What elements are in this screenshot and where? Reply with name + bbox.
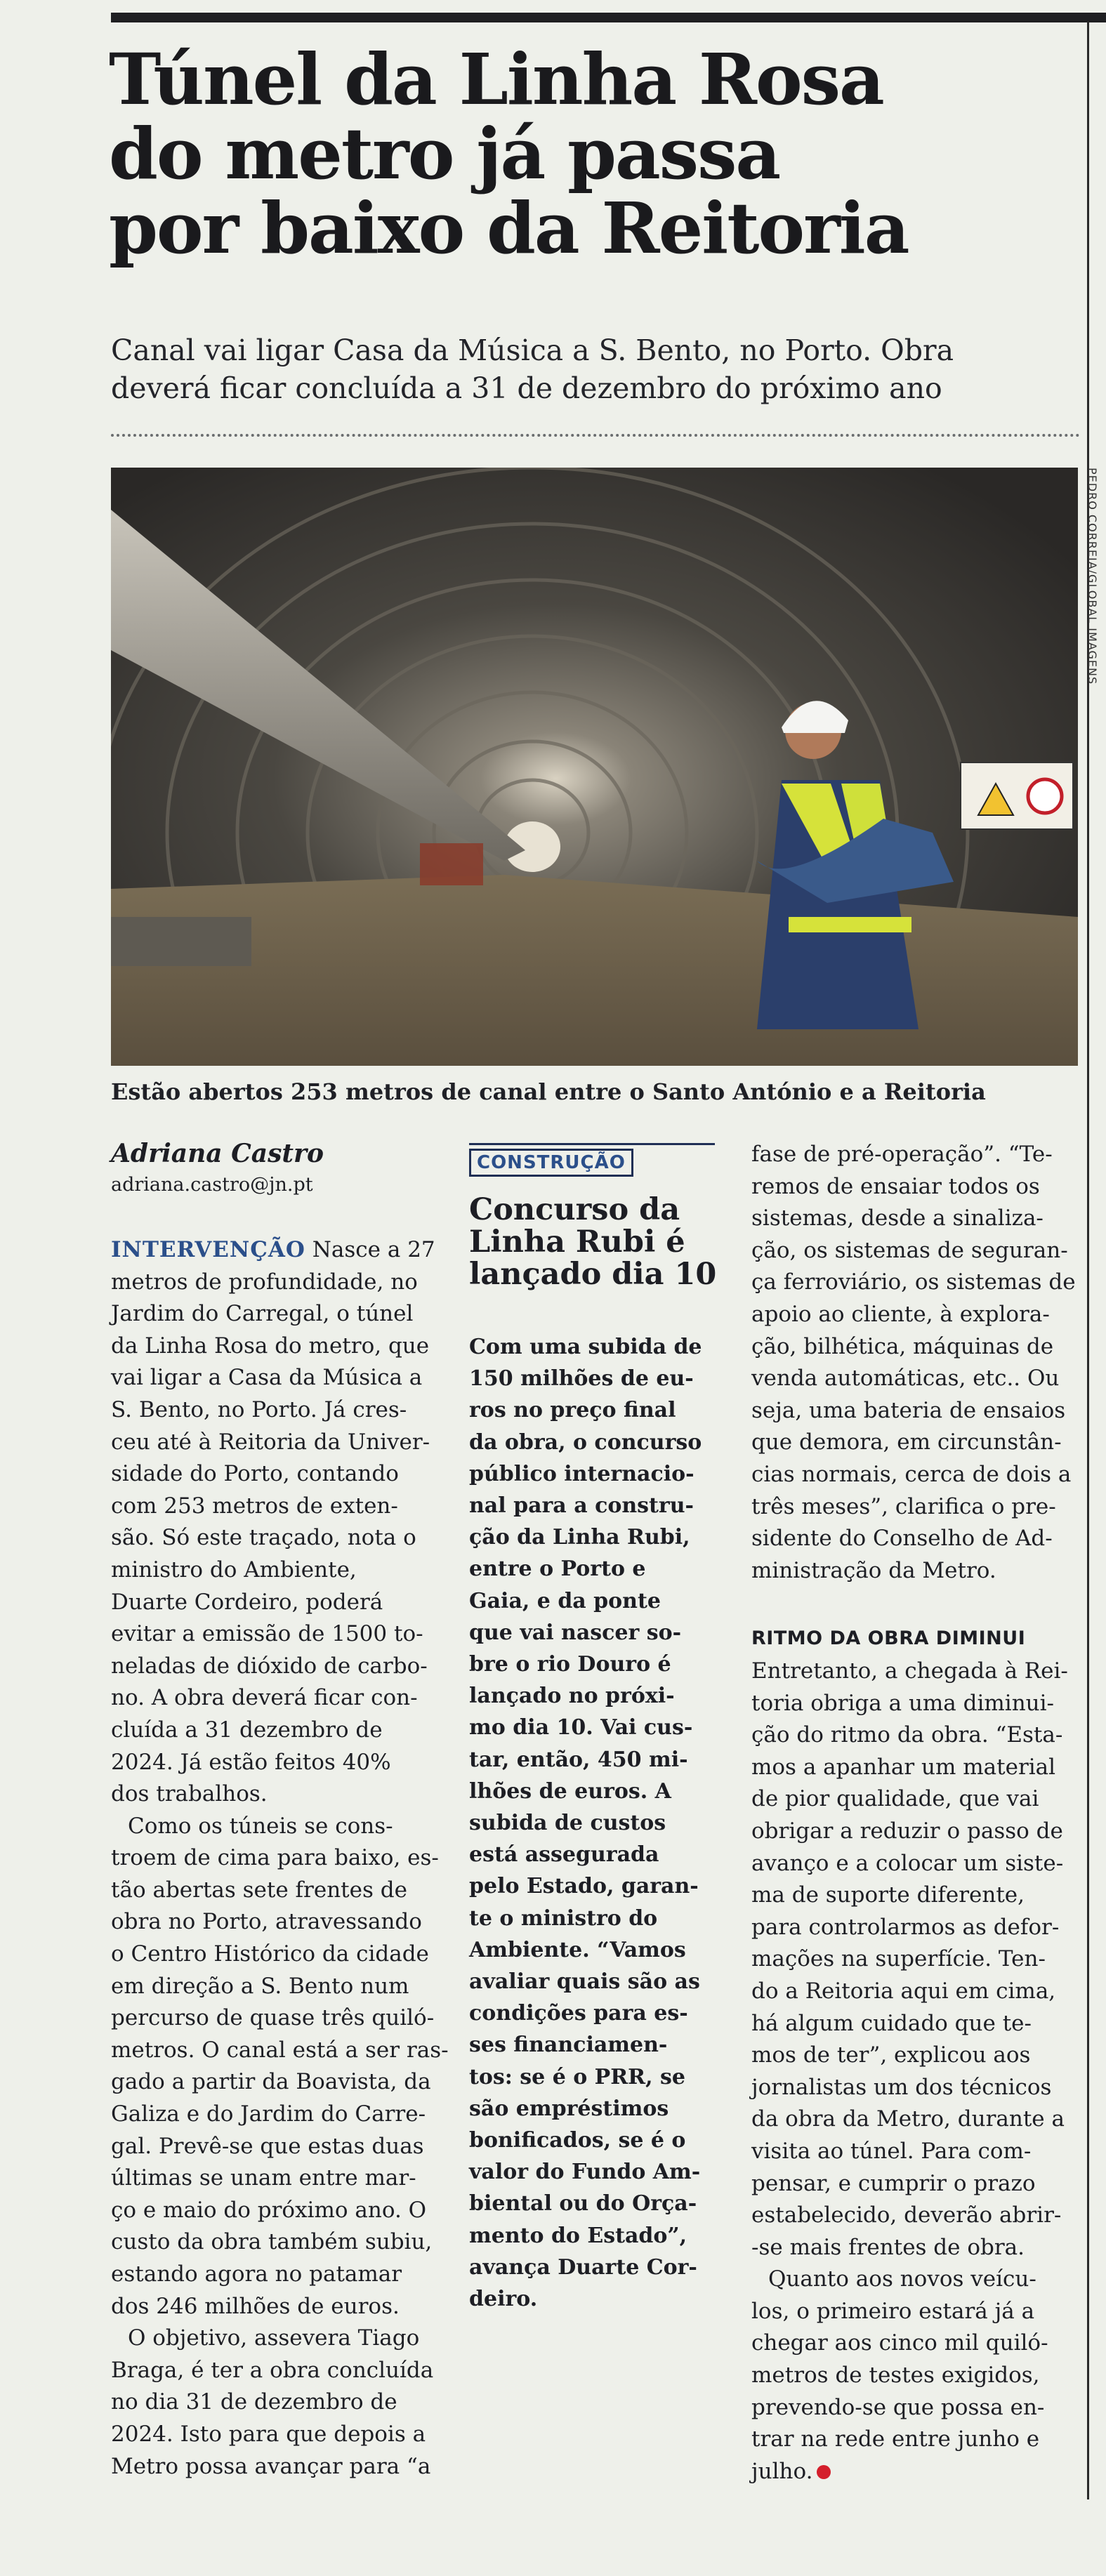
text-line: -se mais frentes de obra. — [751, 2234, 1025, 2260]
text-line: avança Duarte Cor- — [469, 2254, 697, 2280]
text-line: custo da obra também subiu, — [111, 2229, 433, 2255]
text-line — [111, 1234, 441, 1267]
text-line: Ambiente. “Vamos — [469, 1937, 686, 1962]
text-line: Gaia, e da ponte — [469, 1588, 661, 1613]
text-line: há algum cuidado que te- — [751, 2010, 1032, 2036]
text-line: mento do Estado”, — [469, 2223, 687, 2248]
text-line: ça ferroviário, os sistemas de — [751, 1269, 1076, 1295]
text-line: o Centro Histórico da cidade — [111, 1941, 429, 1967]
text-line: julho. — [751, 2456, 1081, 2488]
text-line: bre o rio Douro é — [469, 1652, 671, 1677]
text-line: ção, os sistemas de seguran- — [751, 1237, 1068, 1263]
text-line: mo dia 10. Vai cus- — [469, 1715, 693, 1741]
text-line: metros de profundidade, no — [111, 1269, 418, 1295]
tunnel-photo — [111, 468, 1078, 1066]
text-line: metros de testes exigidos, — [751, 2363, 1040, 2389]
text-line: cias normais, cerca de dois a — [751, 1461, 1072, 1487]
text-line: últimas se unam entre mar- — [111, 2165, 416, 2191]
text-line: três meses”, clarifica o pre- — [751, 1493, 1056, 1519]
text-line: valor do Fundo Am- — [469, 2160, 701, 2185]
text-line: da Linha Rosa do metro, que — [111, 1333, 430, 1359]
text-line: Jardim do Carregal, o túnel — [111, 1301, 414, 1327]
text-line: 150 milhões de eu- — [469, 1366, 694, 1392]
text-line: mações na superfície. Ten- — [751, 1946, 1046, 1972]
text-line: fase de pré-operação”. “Te- — [751, 1142, 1053, 1167]
text-line: Entretanto, a chegada à Rei- — [751, 1658, 1068, 1684]
text-line: Como os túneis se cons- — [128, 1813, 393, 1839]
text-line: Quanto aos novos veícu- — [768, 2266, 1036, 2292]
text-line: Metro possa avançar para “a — [111, 2453, 431, 2479]
text-line: bonificados, se é o — [469, 2128, 686, 2153]
text-line: lançado no próxi- — [469, 1684, 675, 1709]
text-line: ção do ritmo da obra. “Esta- — [751, 1722, 1063, 1748]
text-line: que demora, em circunstân- — [751, 1429, 1062, 1455]
text-line: dos 246 milhões de euros. — [111, 2293, 400, 2319]
text-line: tar, então, 450 mi- — [469, 1747, 688, 1772]
text-line: trar na rede entre junho e — [751, 2426, 1040, 2452]
text-line: ceu até à Reitoria da Univer- — [111, 1429, 430, 1455]
text-line: tão abertas sete frentes de — [111, 1877, 407, 1903]
kicker-label: INTERVENÇÃO — [111, 1237, 305, 1262]
text-line: vai ligar a Casa da Música a — [111, 1365, 423, 1391]
text-line: estando agora no patamar — [111, 2261, 402, 2287]
text-line: que vai nascer so- — [469, 1620, 682, 1645]
dotted-divider — [111, 434, 1080, 437]
text-line: ministro do Ambiente, — [111, 1557, 357, 1583]
text-line: 2024. Já estão feitos 40% — [111, 1749, 391, 1775]
text-line: remos de ensaiar todos os — [751, 1173, 1040, 1199]
text-line: ses financiamen- — [469, 2033, 668, 2058]
text-line: evitar a emissão de 1500 to- — [111, 1621, 423, 1647]
text-line: metros. O canal está a ser ras- — [111, 2037, 449, 2063]
column-1 — [111, 1234, 449, 2483]
text-line-rest: Nasce a 27 — [305, 1237, 435, 1262]
text-line: percurso de quase três quiló- — [111, 2005, 435, 2031]
author-name: Adriana Castro — [111, 1139, 324, 1168]
text-line: lhões de euros. A — [469, 1778, 671, 1804]
photo-caption: Estão abertos 253 metros de canal entre o Santo António e a Reitoria — [111, 1078, 986, 1105]
text-line: em direção a S. Bento num — [111, 1973, 409, 1999]
text-line: cluída a 31 dezembro de — [111, 1717, 383, 1743]
text-line: nal para a constru- — [469, 1493, 694, 1519]
text-line: Galiza e do Jardim do Carre- — [111, 2101, 426, 2127]
text-line: sidade do Porto, contando — [111, 1461, 399, 1487]
text-line: obra no Porto, atravessando — [111, 1909, 422, 1935]
text-line: Duarte Cordeiro, poderá — [111, 1589, 383, 1615]
text-line: ção, bilhética, máquinas de — [751, 1333, 1054, 1359]
author-email[interactable]: adriana.castro@jn.pt — [111, 1174, 313, 1196]
text-line: da obra, o concurso — [469, 1429, 702, 1455]
text-line: público internacio- — [469, 1461, 694, 1486]
text-line: chegar aos cinco mil quiló- — [751, 2330, 1048, 2356]
text-line: obrigar a reduzir o passo de — [751, 1818, 1063, 1844]
text-line: sistemas, desde a sinaliza- — [751, 1206, 1044, 1231]
text-line: sidente do Conselho de Ad- — [751, 1526, 1053, 1552]
text-line: no dia 31 de dezembro de — [111, 2389, 397, 2415]
photo-credit: PEDRO CORREIA/GLOBAL IMAGENS — [1086, 468, 1099, 685]
text-line: S. Bento, no Porto. Já cres- — [111, 1396, 407, 1422]
text-line: ros no preço final — [469, 1398, 676, 1423]
column-3-bottom — [751, 1656, 1081, 2488]
text-line: troem de cima para baixo, es- — [111, 1845, 439, 1871]
text-line: são empréstimos — [469, 2096, 669, 2121]
text-line: Braga, é ter a obra concluída — [111, 2357, 434, 2383]
text-line: te o ministro do — [469, 1905, 658, 1931]
text-line: jornalistas um dos técnicos — [751, 2074, 1052, 2100]
text-line: para controlarmos as defor- — [751, 1914, 1060, 1940]
text-line: estabelecido, deverão abrir- — [751, 2202, 1062, 2228]
text-line: gal. Prevê-se que estas duas — [111, 2133, 424, 2159]
text-line: gado a partir da Boavista, da — [111, 2069, 431, 2095]
text-line: ma de suporte diferente, — [751, 1882, 1025, 1908]
text-line: O objetivo, assevera Tiago — [128, 2325, 420, 2351]
box-title: Concurso da Linha Rubi é lançado dia 10 — [469, 1192, 717, 1292]
text-line: prevendo-se que possa en- — [751, 2394, 1045, 2420]
text-line: seja, uma bateria de ensaios — [751, 1397, 1066, 1423]
text-line: Com uma subida de — [469, 1335, 702, 1359]
text-line: apoio ao cliente, à explora- — [751, 1301, 1050, 1327]
text-line: está assegurada — [469, 1842, 659, 1868]
text-line: da obra da Metro, durante a — [751, 2106, 1065, 2132]
text-line: tos: se é o PRR, se — [469, 2064, 685, 2089]
text-line: são. Só este traçado, nota o — [111, 1525, 416, 1551]
text-line: avaliar quais são as — [469, 1969, 700, 1995]
subheadline: Canal vai ligar Casa da Música a S. Bento, no Porto. Obra deverá ficar concluída a 31 de dezembro do próximo ano — [111, 333, 954, 405]
text-line: ção da Linha Rubi, — [469, 1525, 690, 1550]
text-line: subida de custos — [469, 1811, 666, 1836]
headline: Túnel da Linha Rosa do metro já passa por baixo da Reitoria — [109, 38, 909, 270]
text-line: no. A obra deverá ficar con- — [111, 1685, 418, 1711]
text-line: com 253 metros de exten- — [111, 1493, 398, 1519]
text-line: pelo Estado, garan- — [469, 1874, 699, 1899]
text-line: 2024. Isto para que depois a — [111, 2421, 426, 2447]
text-line: venda automáticas, etc.. Ou — [751, 1366, 1060, 1392]
text-line: ço e maio do próximo ano. O — [111, 2197, 427, 2223]
text-line: condições para es- — [469, 2001, 688, 2026]
text-line: visita ao túnel. Para com- — [751, 2138, 1032, 2164]
text-line: do a Reitoria aqui em cima, — [751, 1978, 1056, 2004]
text-line: ministração da Metro. — [751, 1557, 996, 1583]
section-tag: CONSTRUÇÃO — [469, 1149, 633, 1177]
column-3-top — [751, 1139, 1081, 1587]
text-line: entre o Porto e — [469, 1557, 646, 1582]
column-rule — [1087, 21, 1089, 2499]
text-line: pensar, e cumprir o prazo — [751, 2170, 1036, 2196]
text-line: biental ou do Orça- — [469, 2191, 697, 2217]
text-line: los, o primeiro estará já a — [751, 2298, 1035, 2324]
text-line: deiro. — [469, 2287, 538, 2312]
text-line: neladas de dióxido de carbo- — [111, 1653, 428, 1679]
text-line: avanço e a colocar um siste- — [751, 1850, 1064, 1876]
text-line: mos a apanhar um material — [751, 1754, 1056, 1780]
box-body — [469, 1331, 730, 2315]
box-top-rule — [469, 1143, 715, 1145]
text-line: dos trabalhos. — [111, 1781, 268, 1807]
text-line: de pior qualidade, que vai — [751, 1786, 1039, 1812]
text-line: toria obriga a uma diminui- — [751, 1690, 1055, 1716]
section-subhead: RITMO DA OBRA DIMINUI — [751, 1627, 1026, 1649]
end-dot-icon — [817, 2465, 831, 2479]
text-line: mos de ter”, explicou aos — [751, 2042, 1031, 2068]
top-rule — [111, 13, 1106, 22]
